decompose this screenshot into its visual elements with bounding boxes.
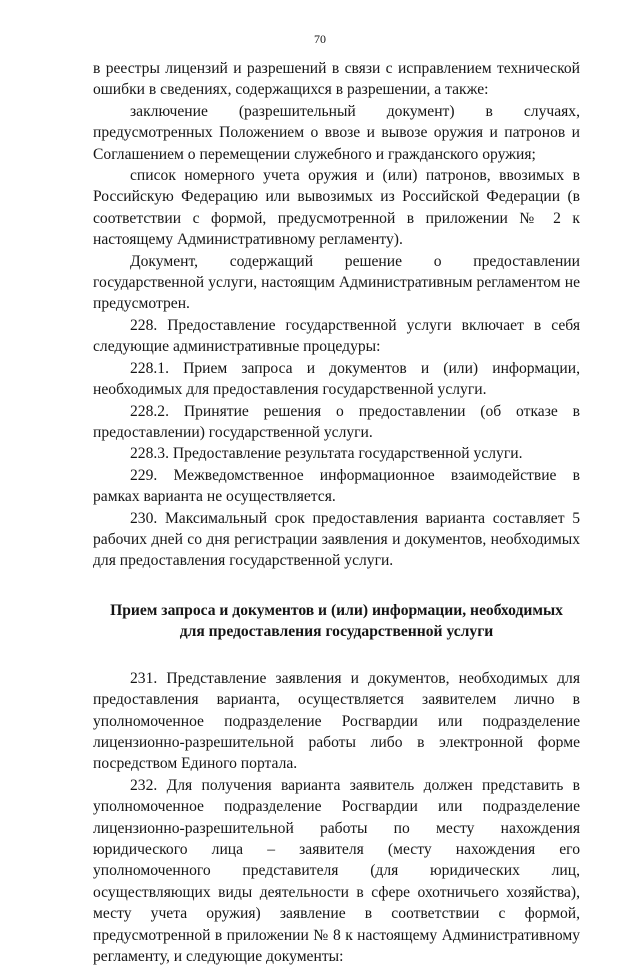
paragraph: 228.2. Принятие решения о предоставлении (об отказе в предоставлении) государственной услуги. <box>93 402 580 441</box>
paragraph: в реестры лицензий и разрешений в связи с исправлением технической ошибки в сведениях, содержащихся в разрешении, а также: <box>93 60 580 99</box>
paragraph: 228. Предоставление государственной услуги включает в себя следующие административные процедуры: <box>93 316 580 356</box>
section-heading <box>93 600 580 642</box>
paragraph: 228.1. Прием запроса и документов и (или) информации, необходимых для предоставления государственной услуги. <box>93 359 580 399</box>
page-number: 70 <box>314 32 326 46</box>
paragraph: 232. Для получения варианта заявитель должен представить в уполномоченное подразделение Росгвардии или подразделение лицензионно-разрешительной работы по месту нахождения юридического лица – заявителя (месту нахождения его уполномоченного представителя (для юридических лиц, осуществляющих виды деятельности в сфере охотничьего хозяйства), месту учета оружия) заявление в соответствии с формой, предусмотренной в приложении № 8 к настоящему Административному регламенту, и следующие документы: <box>93 776 580 966</box>
section-heading-line: для предоставления государственной услуги <box>179 622 494 640</box>
paragraph: Документ, содержащий решение о предоставлении государственной услуги, настоящим Административным регламентом не предусмотрен. <box>93 252 580 313</box>
paragraph: заключение (разрешительный документ) в случаях, предусмотренных Положением о ввозе и вывозе оружия и патронов и Соглашением о перемещении служебного и гражданского оружия; <box>93 102 580 163</box>
paragraph: 230. Максимальный срок предоставления варианта составляет 5 рабочих дней со дня регистрации заявления и документов, необходимых для предоставления государственной услуги. <box>93 509 580 570</box>
paragraph: 228.3. Предоставление результата государственной услуги. <box>130 445 523 463</box>
paragraph: 231. Представление заявления и документов, необходимых для предоставления варианта, осуществляется заявителем лично в уполномоченное подразделение Росгвардии или подразделение лицензионно-разрешительной работы либо в электронной форме посредством Единого портала. <box>93 669 580 773</box>
top-section <box>93 58 580 572</box>
paragraph: 229. Межведомственное информационное взаимодействие в рамках варианта не осуществляется. <box>93 466 580 506</box>
paragraph: список номерного учета оружия и (или) патронов, ввозимых в Российскую Федерацию или вывозимых из Российской Федерации (в соответствии с формой, предусмотренной в приложении № 2 к настоящему Административному регламенту). <box>93 167 580 249</box>
section-heading-line: Прием запроса и документов и (или) информации, необходимых <box>110 601 563 619</box>
document-body <box>93 58 580 967</box>
bottom-section <box>93 668 580 967</box>
